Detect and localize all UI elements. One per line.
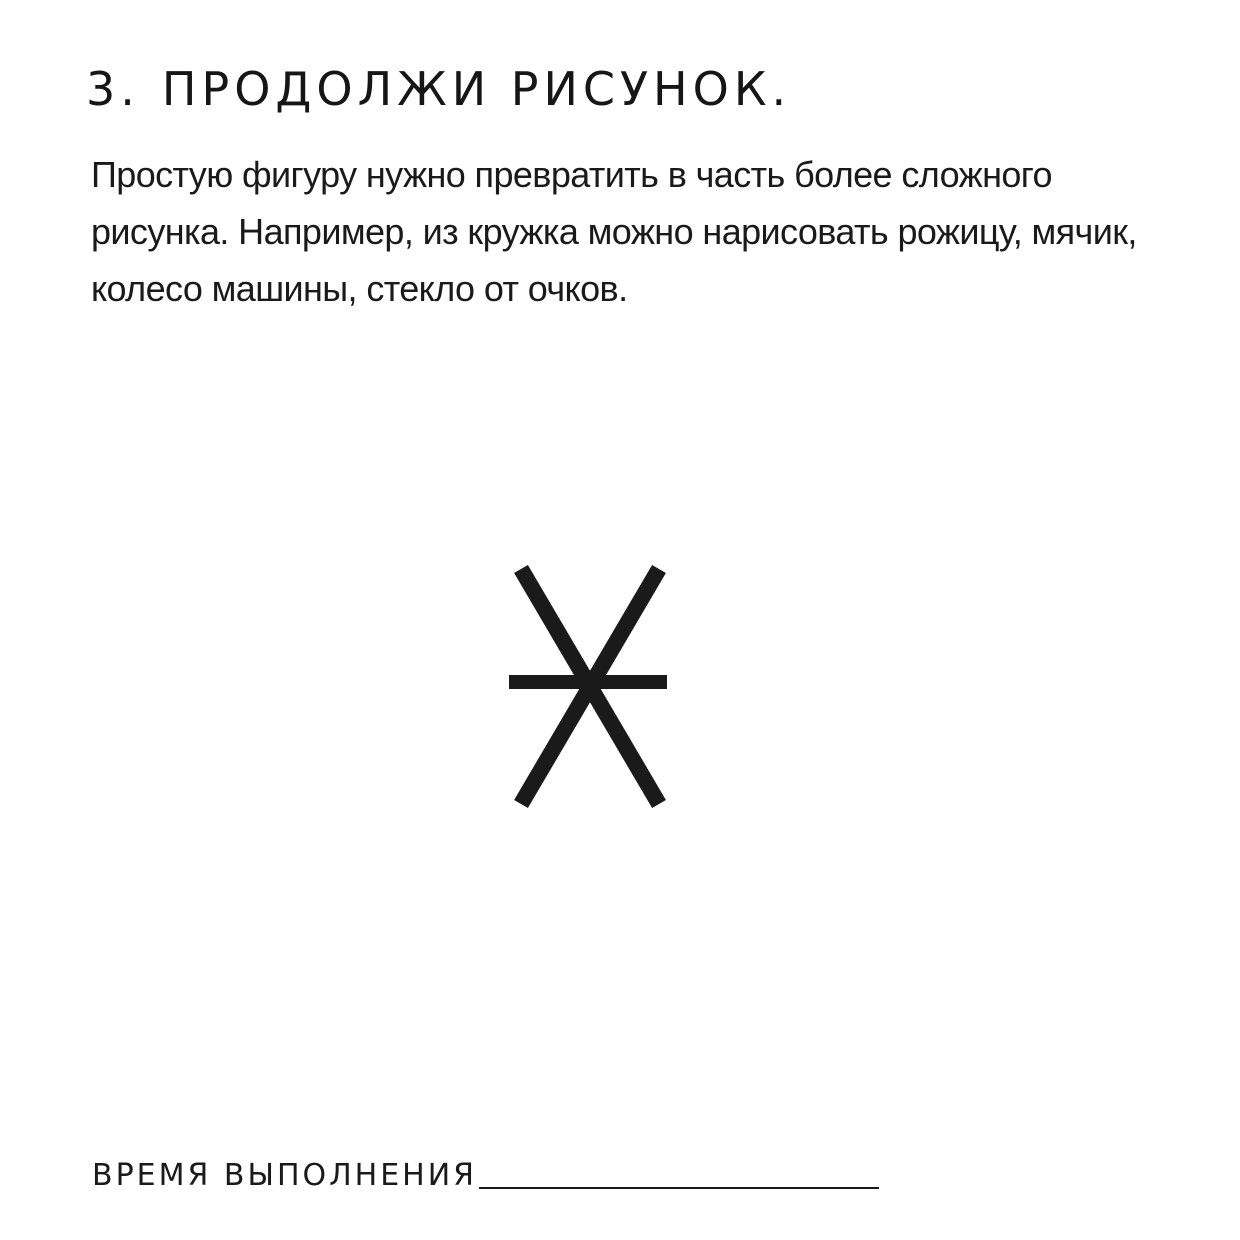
exercise-instructions: Простую фигуру нужно превратить в часть более сложного рисунка. Например, из кружка можно нарисовать рожицу, мячик, колесо машины, стекло от очков. <box>91 154 1137 309</box>
exercise-title <box>86 62 791 116</box>
asterisk-star-icon <box>490 550 690 820</box>
exercise-number: 3. <box>86 62 140 116</box>
exercise-title-text: ПРОДОЛЖИ РИСУНОК. <box>161 62 792 116</box>
starter-figure[interactable] <box>490 550 690 820</box>
completion-time-label: ВРЕМЯ ВЫПОЛНЕНИЯ <box>92 1158 478 1193</box>
completion-time-field[interactable] <box>479 1187 879 1189</box>
completion-time-row <box>92 1158 879 1193</box>
